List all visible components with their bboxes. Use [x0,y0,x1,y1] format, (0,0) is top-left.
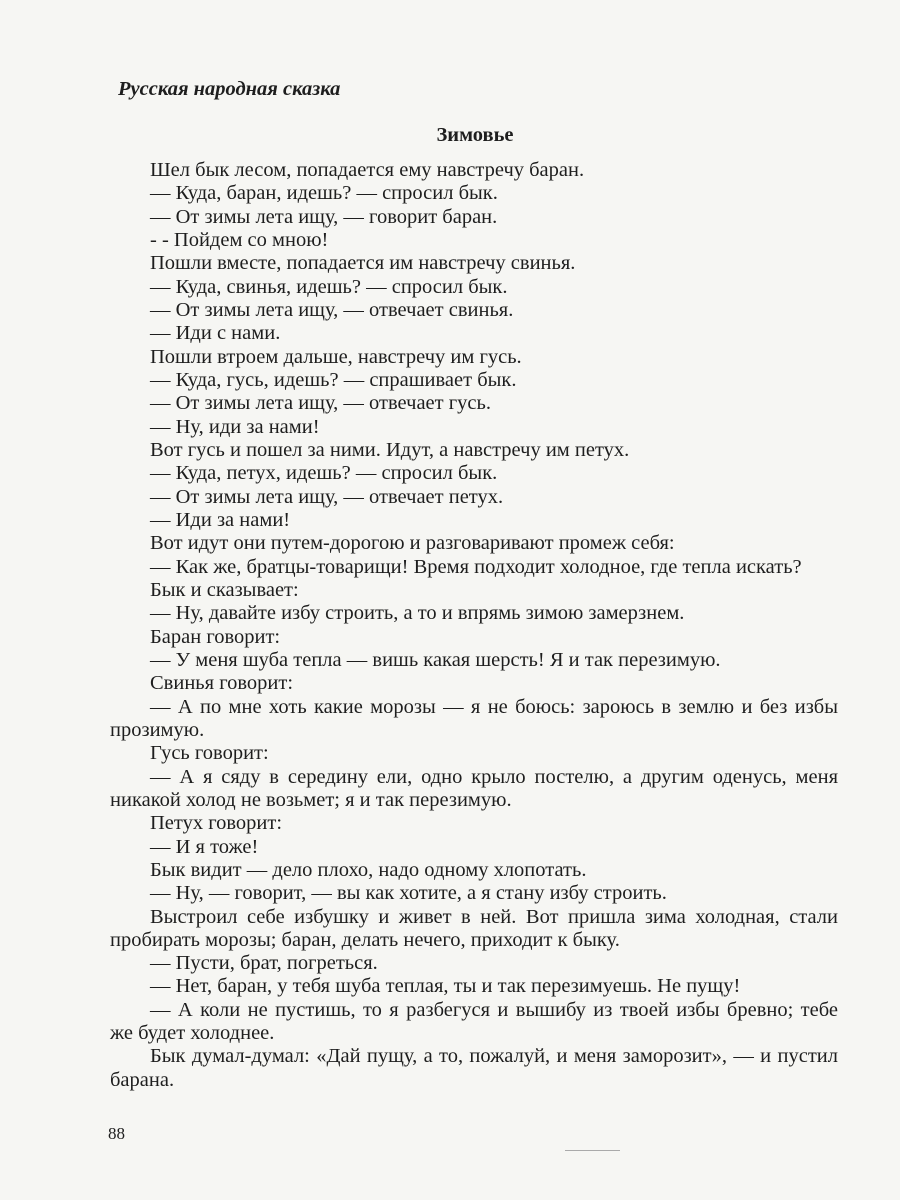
paragraph [110,882,838,905]
text-line: Баран говорит: [150,625,281,648]
text-line: Выстроил себе избушку и живет в ней. Вот пришла зима холодная, стали [150,905,838,928]
paragraph [110,439,838,462]
book-section-header: Русская народная сказка [118,78,341,100]
paragraph [110,812,838,835]
text-line: — И я тоже! [150,835,259,858]
paragraph [110,392,838,415]
text-line: — Куда, баран, идешь? — спросил бык. [150,182,498,205]
text-line: — Куда, гусь, идешь? — спрашивает бык. [150,368,517,391]
text-line: — Пусти, брат, погреться. [150,952,378,975]
text-line: — Как же, братцы-товарищи! Время подходит холодное, где тепла искать? [150,555,802,578]
text-line: — Ну, давайте избу строить, а то и впрямь зимою замерзнем. [150,602,685,625]
text-line: — Куда, петух, идешь? — спросил бык. [150,462,498,485]
text-line: — Ну, — говорит, — вы как хотите, а я стану избу строить. [150,882,667,905]
text-line: — Иди с нами. [150,322,281,345]
paragraph [110,696,838,743]
paragraph [110,766,838,813]
text-line: — Нет, баран, у тебя шуба теплая, ты и так перезимуешь. Не пущу! [150,975,741,998]
text-line: — А по мне хоть какие морозы — я не боюсь: зароюсь в землю и без избы [150,695,838,718]
text-line: прозимую. [110,718,205,741]
text-line: никакой холод не возьмет; я и так перезимую. [110,788,512,811]
paragraph [110,206,838,229]
text-line: — От зимы лета ищу, — отвечает свинья. [150,298,514,321]
text-line: Вот гусь и пошел за ними. Идут, а навстречу им петух. [150,438,630,461]
text-line: — А коли не пустишь, то я разбегуся и вышибу из твоей избы бревно; тебе [150,998,838,1021]
text-line: - - Пойдем со мною! [150,228,329,251]
text-line: пробирать морозы; баран, делать нечего, приходит к быку. [110,928,620,951]
paragraph [110,252,838,275]
paragraph [110,742,838,765]
paragraph [110,416,838,439]
paragraph [110,1045,838,1092]
paragraph [110,649,838,672]
paragraph [110,602,838,625]
text-line: Пошли втроем дальше, навстречу им гусь. [150,345,522,368]
paragraph [110,859,838,882]
text-line: — От зимы лета ищу, — отвечает гусь. [150,392,491,415]
text-line: Бык видит — дело плохо, надо одному хлопотать. [150,858,587,881]
paragraph [110,556,838,579]
paragraph [110,462,838,485]
page-number: 88 [108,1124,125,1143]
footer-rule [565,1150,620,1151]
paragraph [110,532,838,555]
text-line: — От зимы лета ищу, — говорит баран. [150,205,498,228]
text-line: Гусь говорит: [150,742,269,765]
paragraph [110,276,838,299]
text-line: — Куда, свинья, идешь? — спросил бык. [150,275,508,298]
paragraph [110,999,838,1046]
paragraph [110,182,838,205]
paragraph [110,486,838,509]
text-line: — Ну, иди за нами! [150,415,320,438]
paragraph [110,159,838,182]
text-line: Пошли вместе, попадается им навстречу свинья. [150,252,576,275]
paragraph [110,672,838,695]
text-line: — У меня шуба тепла — вишь какая шерсть! Я и так перезимую. [150,648,721,671]
story-body [110,159,838,1092]
text-line: Бык думал-думал: «Дай пущу, а то, пожалуй, и меня заморозит», — и пустил [150,1045,838,1068]
text-line: Вот идут они путем-дорогою и разговаривают промеж себя: [150,532,675,555]
paragraph [110,579,838,602]
text-line: Свинья говорит: [150,672,294,695]
paragraph [110,906,838,953]
text-line: — Иди за нами! [150,508,291,531]
text-line: же будет холоднее. [110,1022,275,1045]
paragraph [110,229,838,252]
paragraph [110,299,838,322]
text-line: Бык и сказывает: [150,578,299,601]
paragraph [110,836,838,859]
text-line: Петух говорит: [150,812,283,835]
text-line: Шел бык лесом, попадается ему навстречу баран. [150,159,585,181]
paragraph [110,369,838,392]
text-line: барана. [110,1068,175,1091]
story-title: Зимовье [436,124,514,146]
paragraph [110,952,838,975]
paragraph [110,346,838,369]
text-line: — От зимы лета ищу, — отвечает петух. [150,485,504,508]
paragraph [110,975,838,998]
paragraph [110,626,838,649]
text-line: — А я сяду в середину ели, одно крыло постелю, а другим оденусь, меня [150,765,838,788]
paragraph [110,322,838,345]
paragraph [110,509,838,532]
